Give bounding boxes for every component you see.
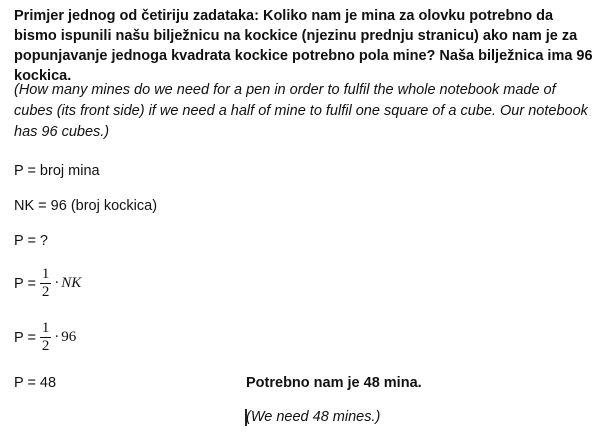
- result-p: P = 48: [14, 375, 57, 391]
- formula-lhs: P =: [14, 329, 36, 346]
- fraction-half: [40, 266, 52, 301]
- definition-nk: NK = 96 (broj kockica): [14, 198, 158, 214]
- answer-english: (We need 48 mines.): [246, 409, 381, 425]
- formula-lhs: P =: [14, 275, 36, 292]
- definition-p: P = broj mina: [14, 163, 100, 179]
- fraction-denominator: 2: [41, 284, 50, 300]
- task-translation: (How many mines do we need for a pen in order to fulfil the whole notebook made of cubes (its front side) if we need a half of mine to fulfil one square of a cube. Our notebook has 96 cubes.): [14, 82, 588, 140]
- value-96: 96: [61, 329, 77, 345]
- fraction-denominator: 2: [41, 338, 50, 354]
- fraction-numerator: 1: [41, 266, 50, 282]
- task-statement: Primjer jednog od četiriju zadataka: Koliko nam je mina za olovku potrebno da bismo ispunili našu bilježnicu na kockice (njezinu prednju stranicu) ako nam je za popunjavanje jednoga kvadrata kockice potrebno pola mine? Naša bilježnica ima 96 kockica.: [14, 8, 593, 84]
- variable-nk: NK: [61, 275, 82, 291]
- answer-croatian: Potrebno nam je 48 mina.: [246, 375, 422, 391]
- unknown-p: P = ?: [14, 233, 48, 249]
- multiplication-dot: ·: [54, 275, 60, 291]
- formula-substituted: [14, 320, 76, 355]
- fraction-numerator: 1: [41, 320, 50, 336]
- fraction-half: [40, 320, 52, 355]
- formula-general: [14, 266, 81, 301]
- multiplication-dot: ·: [54, 329, 60, 345]
